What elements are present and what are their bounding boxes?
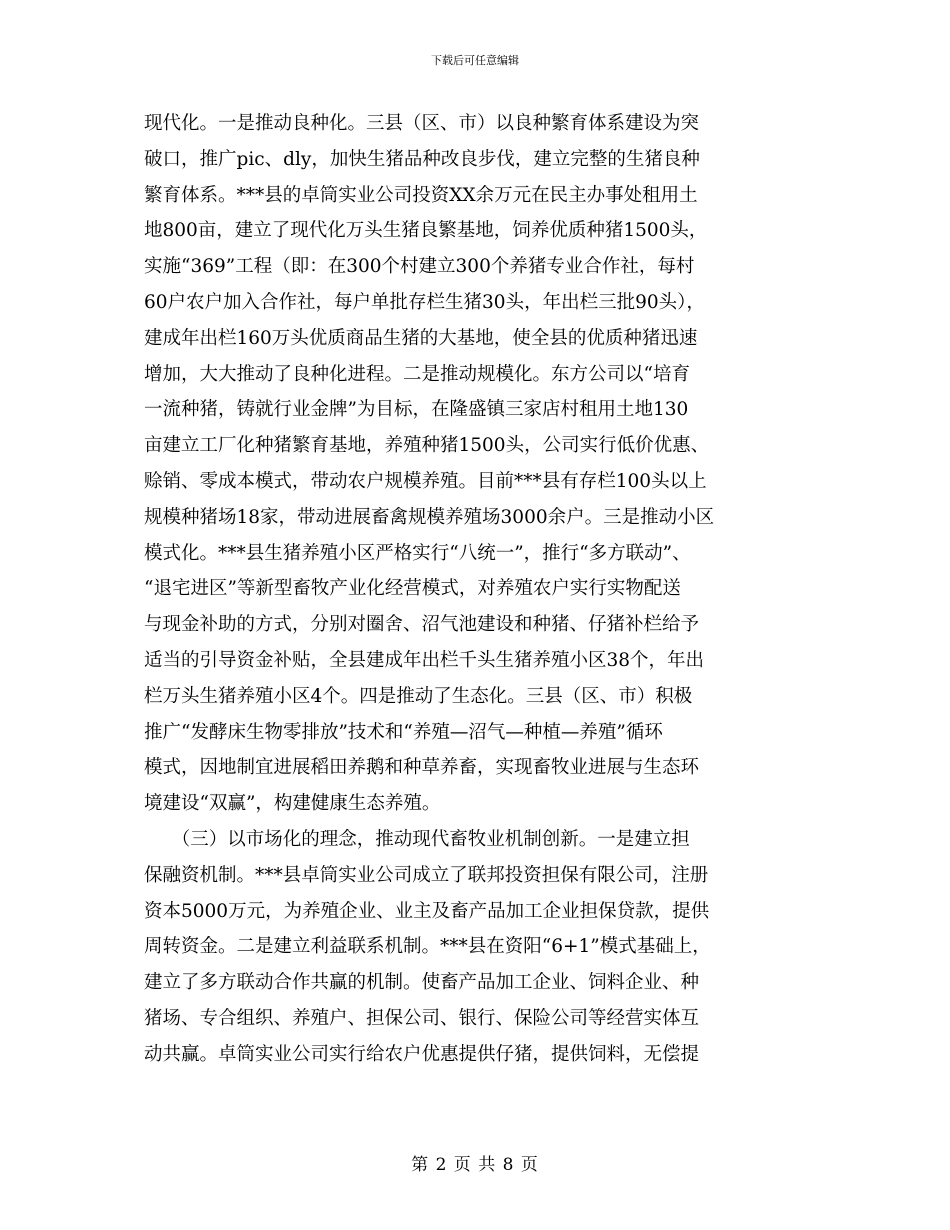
body-line: 保融资机制。***县卓筒实业公司成立了联邦投资担保有限公司，注册 [144, 864, 709, 886]
body-line: 动共赢。卓筒实业公司实行给农户优惠提供仔猪，提供饲料，无偿提 [144, 1043, 700, 1065]
body-line: 栏万头生猪养殖小区4个。四是推动了生态化。三县（区、市）积极 [144, 685, 693, 707]
body-line: 实施“369”工程（即：在300个村建立300个养猪专业合作社，每村 [144, 256, 695, 278]
body-line: 周转资金。二是建立利益联系机制。***县在资阳“6+1”模式基础上， [144, 936, 711, 958]
section-heading-line: （三）以市场化的理念，推动现代畜牧业机制创新。一是建立担 [144, 828, 690, 850]
body-line: 地800亩，建立了现代化万头生猪良繁基地，饲养优质种猪1500头， [144, 220, 708, 242]
body-line: 增加，大大推动了良种化进程。二是推动规模化。东方公司以“培育 [144, 363, 690, 385]
document-body [144, 106, 814, 1073]
body-line: 与现金补助的方式，分别对圈舍、沼气池建设和种猪、仔猪补栏给予 [144, 614, 700, 636]
body-line: 建成年出栏160万头优质商品生猪的大基地，使全县的优质种猪迅速 [144, 327, 698, 349]
body-line: 一流种猪，铸就行业金牌”为目标，在隆盛镇三家店村租用土地130 [144, 399, 689, 421]
body-line: 60户农户加入合作社，每户单批存栏生猪30头，年出栏三批90头）， [144, 291, 705, 313]
body-line: 境建设“双赢”，构建健康生态养殖。 [144, 793, 441, 815]
page-header: 下载后可任意编辑 [431, 54, 519, 67]
body-line: 模式，因地制宜进展稻田养鹅和种草养畜，实现畜牧业进展与生态环 [144, 757, 700, 779]
page-footer: 第 2 页 共 8 页 [411, 1155, 539, 1175]
body-line: 破口，推广pic、dly，加快生猪品种改良步伐，建立完整的生猪良种 [144, 148, 700, 170]
body-line: 赊销、零成本模式，带动农户规模养殖。目前***县有存栏100头以上 [144, 470, 707, 492]
body-line: 资本5000万元，为养殖企业、业主及畜产品加工企业担保贷款，提供 [144, 900, 710, 922]
body-line: 推广“发酵床生物零排放”技术和“养殖—沼气—种植—养殖”循环 [144, 721, 663, 743]
body-line: 繁育体系。***县的卓筒实业公司投资XX余万元在民主办事处租用土 [144, 184, 698, 206]
body-line: 建立了多方联动合作共赢的机制。使畜产品加工企业、饲料企业、种 [144, 972, 700, 994]
body-line: 亩建立工厂化种猪繁育基地，养殖种猪1500头，公司实行低价优惠、 [144, 435, 710, 457]
body-line: 规模种猪场18家，带动进展畜禽规模养殖场3000余户。三是推动小区 [144, 506, 715, 528]
body-line: 现代化。一是推动良种化。三县（区、市）以良种繁育体系建设为突 [144, 113, 700, 134]
body-line: 适当的引导资金补贴，全县建成年出栏千头生猪养殖小区38个，年出 [144, 649, 705, 671]
body-line: 模式化。***县生猪养殖小区严格实行“八统一”，推行“多方联动”、 [144, 542, 691, 564]
body-line: 猪场、专合组织、养殖户、担保公司、银行、保险公司等经营实体互 [144, 1007, 700, 1029]
body-line: “退宅进区”等新型畜牧产业化经营模式，对养殖农户实行实物配送 [144, 578, 681, 600]
